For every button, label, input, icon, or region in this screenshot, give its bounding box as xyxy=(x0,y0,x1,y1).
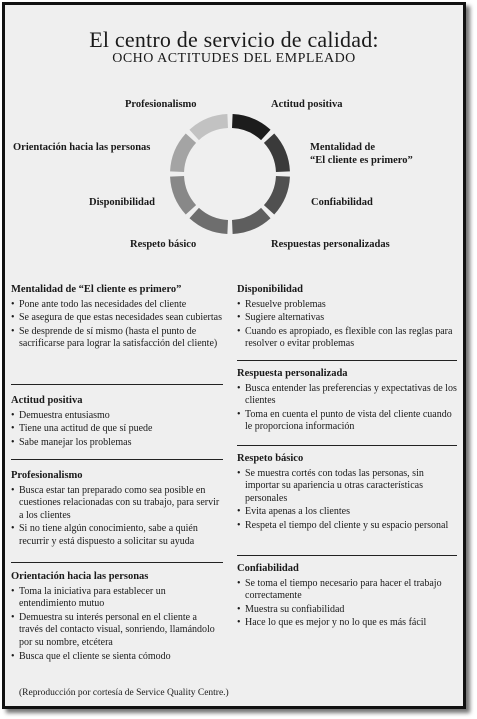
footer-credit: (Reproducción por cortesía de Service Quality Centre.) xyxy=(19,688,229,698)
list-item: • Busca entender las preferencias y expectativas de los clientes xyxy=(237,383,457,408)
ring-label-mentalidad-2: “El cliente es primero” xyxy=(310,155,413,166)
page-subtitle: OCHO ACTITUDES DEL EMPLEADO xyxy=(112,51,356,66)
document-panel xyxy=(2,2,466,709)
ring-label-respuestas: Respuestas personalizadas xyxy=(271,239,390,250)
section-orientacion xyxy=(11,563,223,663)
section-heading: Disponibilidad xyxy=(237,284,303,295)
list-item: • Hace lo que es mejor y no lo que es más fácil xyxy=(237,617,457,630)
ring-segment xyxy=(194,121,227,135)
section-heading: Confiabilidad xyxy=(237,563,299,574)
list-item: • Tiene una actitud de que sí puede xyxy=(11,423,223,436)
ring-segment xyxy=(232,213,265,227)
list-item: • Se asegura de que estas necesidades sean cubiertas xyxy=(11,312,223,325)
list-item: • Se muestra cortés con todas las personas, sin importar su apariencia u otras características personales xyxy=(237,468,457,506)
section-heading: Actitud positiva xyxy=(11,395,83,406)
list-item: • Sabe manejar los problemas xyxy=(11,437,223,450)
list-item: • Pone ante todo las necesidades del cliente xyxy=(11,299,223,312)
list-item: • Busca estar tan preparado como sea posible en cuestiones relacionadas con su trabajo, para servir a los clientes xyxy=(11,485,223,523)
section-heading: Respuesta personalizada xyxy=(237,368,348,379)
list-item: • Se toma el tiempo necesario para hacer el trabajo correctamente xyxy=(237,578,457,603)
section-heading: Mentalidad de “El cliente es primero” xyxy=(11,284,182,295)
list-item: • Toma en cuenta el punto de vista del cliente cuando le proporciona información xyxy=(237,409,457,434)
ring-label-actitud-positiva: Actitud positiva xyxy=(271,99,343,110)
attitude-ring-diagram xyxy=(5,5,464,265)
left-column xyxy=(11,284,223,664)
list-item: • Busca que el cliente se sienta cómodo xyxy=(11,651,223,664)
list-item: • Sugiere alternativas xyxy=(237,312,457,325)
ring-segment xyxy=(194,213,227,227)
ring-segment xyxy=(269,176,283,209)
ring-label-disponibilidad: Disponibilidad xyxy=(89,197,155,208)
list-item: • Respeta el tiempo del cliente y su espacio personal xyxy=(237,520,457,533)
section-profesionalismo xyxy=(11,460,223,562)
ring-segment xyxy=(232,121,265,135)
section-actitud-positiva xyxy=(11,385,223,459)
list-item: • Se desprende de sí mismo (hasta el punto de sacrificarse para lograr la satisfacción del cliente) xyxy=(11,326,223,351)
section-heading: Respeto básico xyxy=(237,453,304,464)
ring-label-respeto: Respeto básico xyxy=(130,239,197,250)
section-confiabilidad xyxy=(237,556,457,630)
section-respuesta xyxy=(237,361,457,445)
section-mentalidad xyxy=(11,284,223,384)
page-title: El centro de servicio de calidad: xyxy=(89,27,379,52)
list-item: • Cuando es apropiado, es flexible con las reglas para resolver o evitar problemas xyxy=(237,326,457,351)
section-respeto xyxy=(237,446,457,555)
ring-label-orientacion: Orientación hacia las personas xyxy=(13,142,151,153)
list-item: • Si no tiene algún conocimiento, sabe a quién recurrir y está dispuesto a solicitar su ayuda xyxy=(11,523,223,548)
ring-segment xyxy=(269,138,283,171)
list-item: • Demuestra su interés personal en el cliente a través del contacto visual, sonriendo, llamándolo por su nombre, etcétera xyxy=(11,612,223,650)
section-disponibilidad xyxy=(237,284,457,360)
list-item: • Evita apenas a los clientes xyxy=(237,506,457,519)
ring-label-mentalidad-1: Mentalidad de xyxy=(310,142,376,153)
right-column xyxy=(237,284,457,631)
list-item: • Toma la iniciativa para establecer un entendimiento mutuo xyxy=(11,586,223,611)
ring-label-profesionalismo: Profesionalismo xyxy=(125,99,197,110)
list-item: • Resuelve problemas xyxy=(237,299,457,312)
ring-segment xyxy=(177,176,191,209)
ring-segment xyxy=(177,138,191,171)
list-item: • Muestra su confiabilidad xyxy=(237,604,457,617)
list-item: • Demuestra entusiasmo xyxy=(11,410,223,423)
ring-label-confiabilidad: Confiabilidad xyxy=(311,197,373,208)
section-heading: Profesionalismo xyxy=(11,470,83,481)
section-heading: Orientación hacia las personas xyxy=(11,571,149,582)
